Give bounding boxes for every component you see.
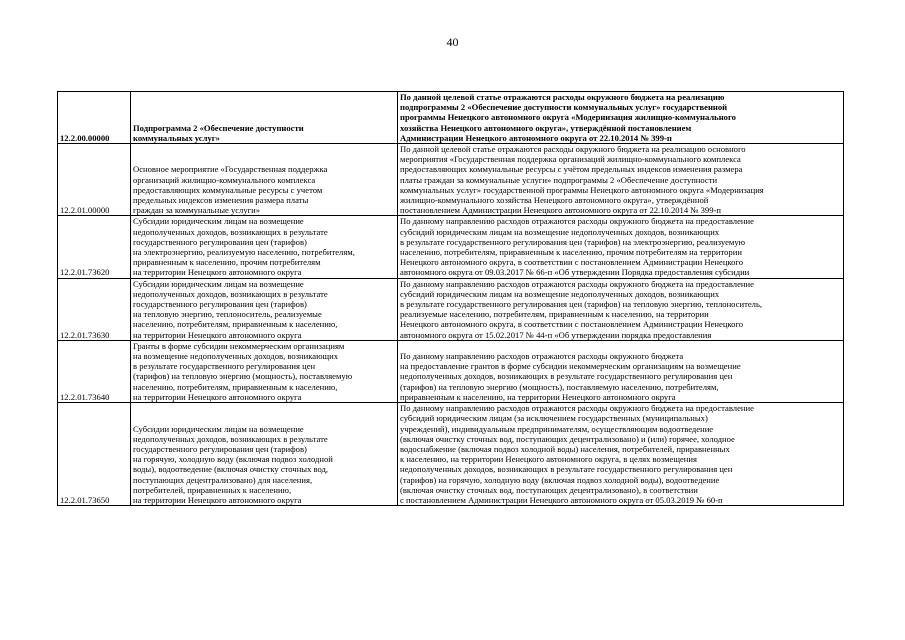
table-row — [58, 92, 844, 144]
row-name-line: на территории Ненецкого автономного округа — [133, 391, 302, 402]
table-row — [58, 278, 844, 340]
row-name-line: (тарифов) на тепловую энергию (мощность), поставляемую — [133, 371, 353, 382]
row-description-line: По данному направлению расходов отражаются расходы окружного бюджета — [400, 351, 684, 362]
row-name-line: Субсидии юридическим лицам на возмещение — [133, 216, 304, 227]
row-name-line: потребителей, приравненных к населению, — [133, 484, 292, 495]
row-name-line: на территории Ненецкого автономного округа — [133, 329, 302, 340]
row-name-line: на электроэнергию, реализуемую населению, потребителям, — [133, 247, 355, 258]
row-name-line: Гранты в форме субсидии некоммерческим организациям — [133, 340, 345, 351]
row-description-line: мероприятия «Государственная поддержка организаций жилищно-коммунального комплекса — [400, 154, 741, 165]
row-description-line: приравненным к населению, на территории Ненецкого автономного округа — [400, 391, 676, 402]
row-description-line: Администрации Ненецкого автономного округа от 22.10.2014 № 399-п — [400, 132, 672, 143]
row-name — [131, 216, 398, 278]
row-description-line: на предоставление грантов в форме субсидии некоммерческим организациям на возмещение — [400, 361, 741, 372]
row-description-line: (тарифов) на тепловую энергию (мощность), поставляемую населению, потребителям, — [400, 381, 719, 392]
row-description-line: недополученных доходов, возникающих в результате государственного регулирования цен — [400, 464, 733, 475]
row-description-line: недополученных доходов, возникающих в результате государственного регулирования цен — [400, 371, 733, 382]
row-description-line: субсидий юридическим лицам (за исключением государственных (муниципальных) — [400, 413, 708, 424]
row-description-line: в результате государственного регулирования цен (тарифов) на тепловую энергию, теплоноситель, — [400, 299, 763, 310]
row-description-line: с постановлением Администрации Ненецкого автономного округа от 05.03.2019 № 60-п — [400, 494, 723, 505]
row-description-line: учреждений), индивидуальным предпринимателям, осуществляющим водоотведение — [400, 423, 714, 434]
row-name-line: организаций жилищно-коммунального комплекса — [133, 174, 316, 185]
row-name — [131, 340, 398, 402]
row-name-line: на территории Ненецкого автономного округа — [133, 494, 302, 505]
row-name-line: государственного регулирования цен (тарифов) — [133, 443, 307, 454]
row-name-line: на тепловую энергию, теплоноситель, реализуемые — [133, 309, 322, 320]
row-code: 12.2.01.73630 — [58, 278, 131, 340]
row-description-line: (включая очистку сточных вод, поступающих децентрализовано), в соответствии — [400, 484, 698, 495]
row-description-line: программы Ненецкого автономного округа «Модернизация жилищно-коммунального — [400, 112, 736, 123]
row-name — [131, 144, 398, 216]
row-name-line: Подпрограмма 2 «Обеспечение доступности — [133, 122, 304, 133]
row-name-line: на возмещение недополученных доходов, возникающих — [133, 351, 339, 362]
row-description-line: постановлением Администрации Ненецкого автономного округа от 22.10.2014 № 399-п — [400, 205, 721, 216]
row-name — [131, 278, 398, 340]
row-description-line: субсидий юридическим лицам на возмещение недополученных доходов, возникающих — [400, 288, 720, 299]
row-description-line: По данной целевой статье отражаются расходы окружного бюджета на реализацию основного — [400, 144, 746, 155]
row-name-line: недополученных доходов, возникающих в результате — [133, 226, 328, 237]
row-description — [398, 278, 844, 340]
row-name-line: поступающих децентрализовано) для населения, — [133, 474, 313, 485]
row-name-line: коммунальных услуг» — [133, 132, 220, 143]
table-row — [58, 216, 844, 278]
row-description-line: автономного округа от 15.02.2017 № 44-п «Об утверждении порядка предоставления — [400, 329, 712, 340]
row-description-line: субсидий юридическим лицам на возмещение недополученных доходов, возникающих — [400, 226, 720, 237]
table-row — [58, 340, 844, 402]
row-description-line: в результате государственного регулирования цен (тарифов) на электроэнергию, реализуемую — [400, 236, 746, 247]
row-description-line: По данному направлению расходов отражаются расходы окружного бюджета на предоставление — [400, 278, 754, 289]
row-description-line: По данному направлению расходов отражаются расходы окружного бюджета на предоставление — [400, 216, 754, 227]
row-description-line: платы граждан за коммунальные услуги» подпрограммы 2 «Обеспечение доступности — [400, 174, 718, 185]
row-description-line: (тарифов) на горячую, холодную воду (включая подвоз холодной воды), водоотведение — [400, 474, 720, 485]
row-code: 12.2.01.73620 — [58, 216, 131, 278]
row-description-line: (включая очистку сточных вод, поступающих децентрализовано) и (или) горячее, холодное — [400, 433, 735, 444]
row-description-line: По данной целевой статье отражаются расходы окружного бюджета на реализацию — [400, 92, 725, 102]
row-description-line: подпрограммы 2 «Обеспечение доступности коммунальных услуг» государственной — [400, 102, 728, 113]
row-description-line: жилищно-коммунального хозяйства Ненецкого автономного округа», утверждённой — [400, 195, 709, 206]
row-description-line: По данному направлению расходов отражаются расходы окружного бюджета на предоставление — [400, 403, 754, 414]
page-number: 40 — [446, 35, 459, 49]
row-name-line: приравненным к населению, прочим потребителям — [133, 257, 321, 268]
row-name-line: Основное мероприятие «Государственная поддержка — [133, 164, 328, 175]
table-row — [58, 403, 844, 506]
row-name-line: воды), водоотведение (включая очистку сточных вод, — [133, 464, 329, 475]
row-description-line: к населению, на территории Ненецкого автономного округа, в целях возмещения — [400, 454, 697, 465]
row-description — [398, 144, 844, 216]
row-name-line: населению, потребителям, приравненным к населению, — [133, 381, 338, 392]
row-name-line: Субсидии юридическим лицам на возмещение — [133, 423, 304, 434]
row-code: 12.2.01.73640 — [58, 340, 131, 402]
row-name-line: предельных индексов изменения размера платы — [133, 195, 309, 206]
row-name-line: на территории Ненецкого автономного округа — [133, 267, 302, 278]
row-description-line: коммунальных услуг» государственной программы Ненецкого автономного округа «Модернизация — [400, 184, 764, 195]
row-description-line: водоснабжение (включая подвоз холодной воды) населения, потребителей, приравненных — [400, 443, 730, 454]
row-name-line: предоставляющих коммунальные ресурсы с учетом — [133, 184, 323, 195]
row-name-line: в результате государственного регулирования цен — [133, 361, 316, 372]
row-description-line: Ненецкого автономного округа, в соответствии с постановлением Администрации Ненецкого — [400, 257, 744, 268]
budget-classification-table — [57, 91, 844, 506]
row-description — [398, 92, 844, 144]
table-row — [58, 144, 844, 216]
row-code: 12.2.01.00000 — [58, 144, 131, 216]
row-name-line: недополученных доходов, возникающих в результате — [133, 433, 328, 444]
row-name-line: на горячую, холодную воду (включая подвоз холодной — [133, 454, 333, 465]
row-name — [131, 92, 398, 144]
row-description-line: населению, потребителям, приравненным к населению, прочим потребителям на территории — [400, 247, 742, 258]
row-name-line: граждан за коммунальные услуги» — [133, 205, 261, 216]
row-code: 12.2.00.00000 — [58, 92, 131, 144]
row-description-line: предоставляющих коммунальные ресурсы с учётом предельных индексов изменения размера — [400, 164, 743, 175]
row-code: 12.2.01.73650 — [58, 403, 131, 506]
row-description-line: Ненецкого автономного округа, в соответствии с постановлением Администрации Ненецкого — [400, 319, 744, 330]
row-name-line: государственного регулирования цен (тарифов) — [133, 236, 307, 247]
row-name-line: недополученных доходов, возникающих в результате — [133, 288, 328, 299]
row-name-line: населению, потребителям, приравненным к населению, — [133, 319, 338, 330]
row-name-line: государственного регулирования цен (тарифов) — [133, 299, 307, 310]
row-name-line: Субсидии юридическим лицам на возмещение — [133, 278, 304, 289]
row-description — [398, 340, 844, 402]
row-description-line: реализуемые населению, потребителям, приравненным к населению, на территории — [400, 309, 709, 320]
row-name — [131, 403, 398, 506]
row-description-line: хозяйства Ненецкого автономного округа», утверждённой постановлением — [400, 122, 692, 133]
row-description-line: автономного округа от 09.03.2017 № 66-п «Об утверждении Порядка предоставления субсидии — [400, 267, 750, 278]
row-description — [398, 403, 844, 506]
row-description — [398, 216, 844, 278]
